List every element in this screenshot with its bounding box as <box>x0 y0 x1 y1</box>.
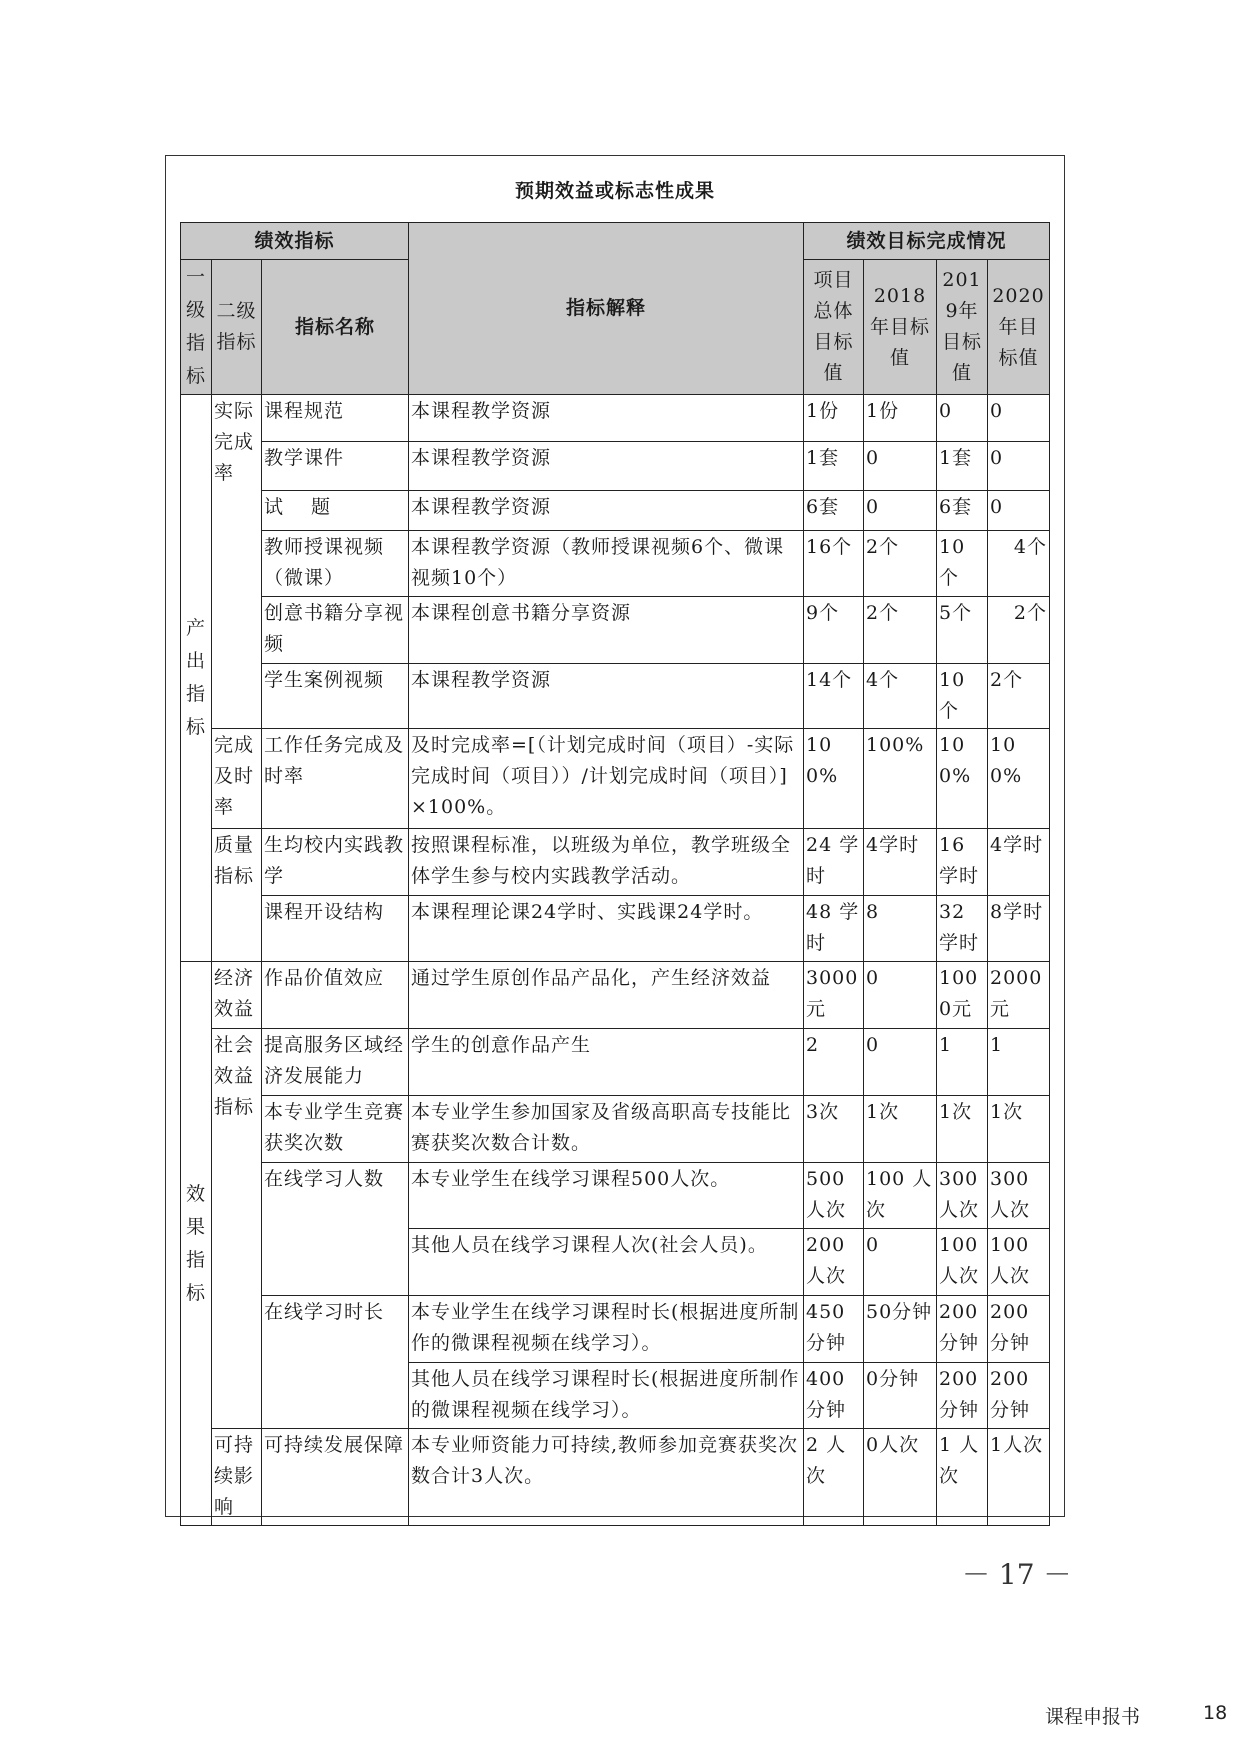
value-2020: 2个 <box>988 597 1050 664</box>
value-2020: 1 <box>988 1029 1050 1096</box>
value-2020: 200分钟 <box>988 1363 1050 1429</box>
total-value: 400分钟 <box>804 1363 864 1429</box>
value-2018: 2个 <box>864 597 937 664</box>
total-value: 48 学时 <box>804 896 864 962</box>
value-2020: 8学时 <box>988 896 1050 962</box>
indicator-desc: 本课程教学资源 <box>409 395 804 442</box>
footer-page-number: 18 <box>1203 1702 1228 1724</box>
table-row <box>181 664 1050 729</box>
header-target-2018: 2018年目标值 <box>864 260 937 395</box>
value-2019: 6套 <box>937 491 988 531</box>
table-row <box>181 829 1050 896</box>
value-2019: 16学时 <box>937 829 988 896</box>
indicator-name: 创意书籍分享视频 <box>262 597 409 664</box>
value-2018: 50分钟 <box>864 1296 937 1363</box>
table-row <box>181 729 1050 829</box>
table-row <box>181 1096 1050 1163</box>
level2-sustainable: 可持续影响 <box>212 1429 262 1526</box>
total-value: 2 <box>804 1029 864 1096</box>
value-2020: 100人次 <box>988 1229 1050 1296</box>
value-2020: 0 <box>988 442 1050 491</box>
indicator-desc: 本专业学生在线学习课程500人次。 <box>409 1163 804 1229</box>
indicator-desc: 本课程教学资源（教师授课视频6个、微课视频10个） <box>409 531 804 597</box>
value-2019: 10个 <box>937 531 988 597</box>
table-row <box>181 896 1050 962</box>
header-indicator-name: 指标名称 <box>262 260 409 395</box>
header-total-target: 项目总体目标值 <box>804 260 864 395</box>
value-2019: 1 人次 <box>937 1429 988 1526</box>
indicator-name: 可持续发展保障 <box>262 1429 409 1526</box>
value-2018: 0 <box>864 1029 937 1096</box>
value-2020: 0 <box>988 491 1050 531</box>
header-level2: 二级指标 <box>212 260 262 395</box>
total-value: 1份 <box>804 395 864 442</box>
indicator-name: 本专业学生竞赛获奖次数 <box>262 1096 409 1163</box>
value-2018: 2个 <box>864 531 937 597</box>
value-2018: 0 <box>864 1229 937 1296</box>
value-2020: 1次 <box>988 1096 1050 1163</box>
value-2018: 0 <box>864 962 937 1029</box>
total-value: 6套 <box>804 491 864 531</box>
total-value: 1套 <box>804 442 864 491</box>
table-row <box>181 1429 1050 1526</box>
indicator-name: 课程开设结构 <box>262 896 409 962</box>
value-2018: 0 <box>864 442 937 491</box>
total-value: 24 学时 <box>804 829 864 896</box>
total-value: 3次 <box>804 1096 864 1163</box>
outcomes-frame <box>165 155 1065 1517</box>
indicator-name: 学生案例视频 <box>262 664 409 729</box>
indicator-desc: 本专业师资能力可持续,教师参加竞赛获奖次数合计3人次。 <box>409 1429 804 1526</box>
indicator-desc: 本课程理论课24学时、实践课24学时。 <box>409 896 804 962</box>
level1-output: 产出指标 <box>181 395 212 962</box>
total-value: 200人次 <box>804 1229 864 1296</box>
table-row <box>181 531 1050 597</box>
indicator-desc: 本课程教学资源 <box>409 491 804 531</box>
value-2018: 0人次 <box>864 1429 937 1526</box>
indicator-desc: 本专业学生参加国家及省级高职高专技能比赛获奖次数合计数。 <box>409 1096 804 1163</box>
table-row <box>181 597 1050 664</box>
total-value: 3000元 <box>804 962 864 1029</box>
level2-social: 社会效益指标 <box>212 1029 262 1429</box>
level2-timeliness: 完成及时率 <box>212 729 262 829</box>
value-2020: 1人次 <box>988 1429 1050 1526</box>
footer-document-name: 课程申报书 <box>1045 1706 1141 1728</box>
level1-effect: 效果指标 <box>181 962 212 1526</box>
value-2018: 100 人次 <box>864 1163 937 1229</box>
indicator-desc: 通过学生原创作品产品化，产生经济效益 <box>409 962 804 1029</box>
value-2018: 0 <box>864 491 937 531</box>
indicator-desc: 及时完成率=[（计划完成时间（项目）-实际完成时间（项目））/计划完成时间（项目）]×100%。 <box>409 729 804 829</box>
value-2018: 100% <box>864 729 937 829</box>
value-2019: 0 <box>937 395 988 442</box>
indicator-desc: 本课程创意书籍分享资源 <box>409 597 804 664</box>
value-2018: 0分钟 <box>864 1363 937 1429</box>
value-2019: 1次 <box>937 1096 988 1163</box>
total-value: 450分钟 <box>804 1296 864 1363</box>
total-value: 100% <box>804 729 864 829</box>
value-2018: 1次 <box>864 1096 937 1163</box>
value-2019: 1套 <box>937 442 988 491</box>
value-2020: 4学时 <box>988 829 1050 896</box>
value-2019: 10个 <box>937 664 988 729</box>
indicator-desc: 学生的创意作品产生 <box>409 1029 804 1096</box>
total-value: 9个 <box>804 597 864 664</box>
indicator-name: 工作任务完成及时率 <box>262 729 409 829</box>
table-row <box>181 962 1050 1029</box>
table-row <box>181 395 1050 442</box>
value-2019: 300人次 <box>937 1163 988 1229</box>
value-2020: 100% <box>988 729 1050 829</box>
value-2020: 300人次 <box>988 1163 1050 1229</box>
table-title: 预期效益或标志性成果 <box>514 180 715 202</box>
value-2019: 1000元 <box>937 962 988 1029</box>
header-target-2020: 2020年目标值 <box>988 260 1050 395</box>
indicator-name: 课程规范 <box>262 395 409 442</box>
value-2020: 0 <box>988 395 1050 442</box>
table-row <box>181 442 1050 491</box>
value-2020: 200分钟 <box>988 1296 1050 1363</box>
indicator-desc: 本课程教学资源 <box>409 664 804 729</box>
value-2019: 100% <box>937 729 988 829</box>
total-value: 2 人次 <box>804 1429 864 1526</box>
indicator-name: 提高服务区域经济发展能力 <box>262 1029 409 1096</box>
value-2019: 100人次 <box>937 1229 988 1296</box>
indicator-name: 在线学习时长 <box>262 1296 409 1429</box>
indicator-name: 生均校内实践教学 <box>262 829 409 896</box>
performance-table <box>180 222 1050 1526</box>
indicator-name: 教师授课视频（微课） <box>262 531 409 597</box>
total-value: 14个 <box>804 664 864 729</box>
value-2019: 32学时 <box>937 896 988 962</box>
level2-quality: 质量指标 <box>212 829 262 962</box>
indicator-desc: 其他人员在线学习课程人次(社会人员)。 <box>409 1229 804 1296</box>
total-value: 16个 <box>804 531 864 597</box>
level2-actual-completion: 实际完成率 <box>212 395 262 729</box>
table-row <box>181 1163 1050 1229</box>
value-2018: 4个 <box>864 664 937 729</box>
header-completion: 绩效目标完成情况 <box>804 223 1050 260</box>
indicator-desc: 其他人员在线学习课程时长(根据进度所制作的微课程视频在线学习）。 <box>409 1363 804 1429</box>
value-2019: 5个 <box>937 597 988 664</box>
indicator-desc: 本专业学生在线学习课程时长(根据进度所制作的微课程视频在线学习）。 <box>409 1296 804 1363</box>
header-level1: 一级指标 <box>181 260 212 395</box>
header-perf-indicators: 绩效指标 <box>181 223 409 260</box>
indicator-name: 教学课件 <box>262 442 409 491</box>
value-2018: 4学时 <box>864 829 937 896</box>
header-target-2019: 2019年目标值 <box>937 260 988 395</box>
value-2019: 200分钟 <box>937 1363 988 1429</box>
level2-economic: 经济效益 <box>212 962 262 1029</box>
table-row <box>181 1296 1050 1363</box>
value-2020: 4个 <box>988 531 1050 597</box>
indicator-name: 试 题 <box>262 491 409 531</box>
page-number: － 17 － <box>962 1558 1072 1591</box>
table-row <box>181 1029 1050 1096</box>
value-2019: 200分钟 <box>937 1296 988 1363</box>
value-2018: 1份 <box>864 395 937 442</box>
indicator-desc: 本课程教学资源 <box>409 442 804 491</box>
value-2020: 2个 <box>988 664 1050 729</box>
total-value: 500人次 <box>804 1163 864 1229</box>
value-2018: 8 <box>864 896 937 962</box>
value-2019: 1 <box>937 1029 988 1096</box>
indicator-name: 作品价值效应 <box>262 962 409 1029</box>
indicator-name: 在线学习人数 <box>262 1163 409 1296</box>
indicator-desc: 按照课程标准，以班级为单位，教学班级全体学生参与校内实践教学活动。 <box>409 829 804 896</box>
table-row <box>181 491 1050 531</box>
value-2020: 2000元 <box>988 962 1050 1029</box>
header-explanation: 指标解释 <box>409 223 804 395</box>
